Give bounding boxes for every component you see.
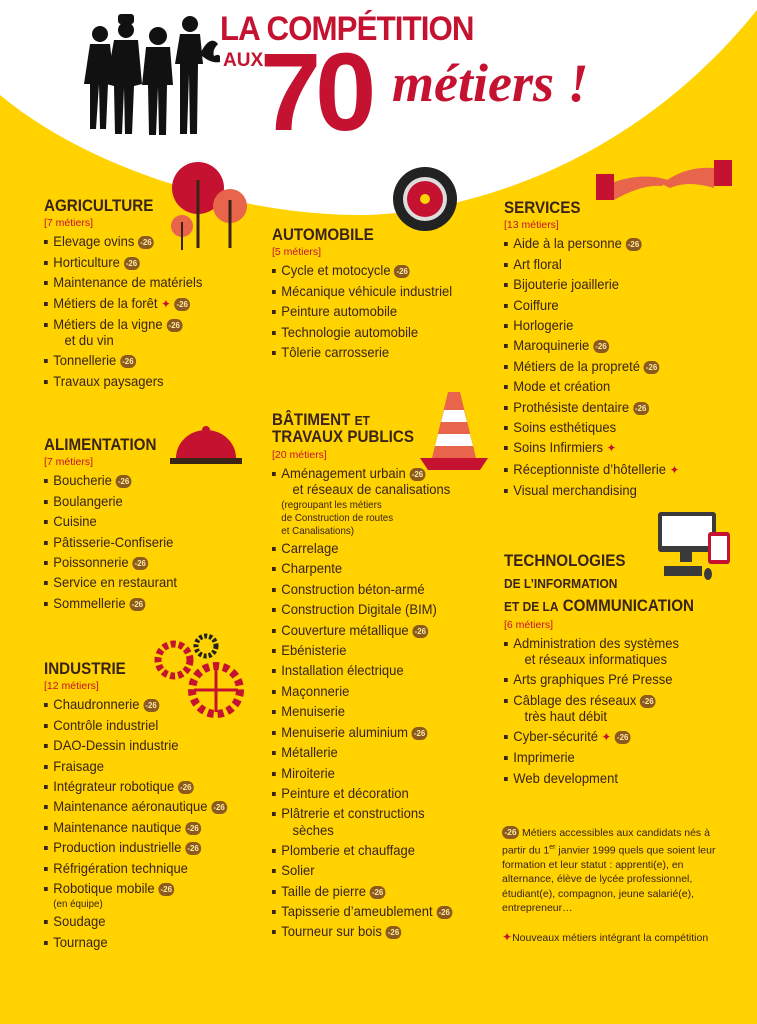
job-list bbox=[504, 233, 692, 500]
job-label: Métiers de la propreté bbox=[513, 357, 640, 374]
job-list bbox=[272, 260, 466, 362]
section-title-part: TECHNOLOGIES bbox=[504, 552, 626, 570]
section-title bbox=[504, 550, 694, 617]
age-badge: -26 bbox=[158, 883, 174, 896]
section-count: [7 métiers] bbox=[44, 217, 94, 230]
job-label: Peinture et décoration bbox=[281, 784, 409, 801]
job-item bbox=[44, 470, 177, 490]
job-item bbox=[44, 911, 227, 931]
job-label: Imprimerie bbox=[513, 749, 575, 766]
job-item bbox=[504, 437, 679, 458]
job-item bbox=[504, 747, 696, 767]
job-label: Construction béton-armé bbox=[281, 580, 425, 597]
handshake-icon bbox=[596, 156, 732, 204]
section-agriculture bbox=[44, 198, 214, 391]
job-label: Web development bbox=[513, 769, 619, 786]
section-tic bbox=[504, 550, 711, 788]
job-label: Tourneur sur bois bbox=[281, 923, 382, 940]
section-count: [6 métiers] bbox=[504, 618, 554, 631]
job-item bbox=[504, 335, 679, 355]
job-label: Plomberie et chauffage bbox=[281, 841, 415, 858]
job-label: Bijouterie joaillerie bbox=[513, 276, 619, 293]
job-label: Intégrateur robotique bbox=[53, 777, 175, 794]
job-item bbox=[44, 694, 227, 714]
job-label: Charpente bbox=[281, 560, 343, 577]
job-label: Cyber-sécurité bbox=[513, 728, 598, 745]
job-item bbox=[44, 532, 177, 552]
job-label: Soins esthétiques bbox=[513, 418, 617, 435]
job-label: Maintenance de matériels bbox=[53, 274, 203, 291]
age-badge: -26 bbox=[436, 906, 452, 919]
job-label: Cycle et motocycle bbox=[281, 262, 391, 279]
age-badge: -26 bbox=[410, 468, 426, 481]
job-item bbox=[272, 599, 452, 619]
job-item bbox=[272, 803, 452, 837]
job-item bbox=[504, 726, 696, 747]
legend-text: janvier 1999 quels que soient leur formation et leur statut : apprenti(e), en alternance, élève de lycée professionnel, étudiant(e), compagnon, jeune salarié(e), entrepreneur… bbox=[502, 844, 716, 914]
job-label: Maintenance aéronautique bbox=[53, 798, 208, 815]
job-label: Soins Infirmiers bbox=[513, 439, 604, 456]
job-label-line2: et réseaux de canalisations bbox=[292, 481, 451, 498]
age-badge: -26 bbox=[132, 557, 148, 570]
job-item bbox=[504, 356, 679, 376]
job-item bbox=[504, 768, 696, 788]
section-title-part: COMMUNICATION bbox=[562, 596, 694, 615]
legend-sup: er bbox=[549, 843, 556, 851]
new-job-star-icon: ✦ bbox=[601, 730, 612, 745]
section-title: SERVICES bbox=[504, 199, 581, 217]
job-label: Elevage ovins bbox=[53, 233, 135, 250]
job-note: (en équipe) bbox=[53, 898, 103, 911]
job-item bbox=[272, 281, 452, 301]
job-label-line2: très haut débit bbox=[524, 708, 607, 725]
professionals-silhouette-icon bbox=[78, 14, 220, 150]
job-item bbox=[272, 681, 452, 701]
job-label: Maçonnerie bbox=[281, 682, 350, 699]
job-item bbox=[44, 837, 227, 857]
section-title: ALIMENTATION bbox=[44, 436, 157, 454]
job-label: Horticulture bbox=[53, 253, 120, 270]
job-label: Réceptionniste d’hôtellerie bbox=[513, 460, 667, 477]
age-badge: -26 bbox=[211, 801, 227, 814]
section-title-part: ET bbox=[354, 413, 370, 428]
job-label: Art floral bbox=[513, 255, 562, 272]
age-badge: -26 bbox=[124, 257, 140, 270]
job-label: Administration des systèmes bbox=[513, 634, 680, 651]
job-item bbox=[504, 376, 679, 396]
section-title-part: TRAVAUX PUBLICS bbox=[272, 428, 414, 447]
job-label: Câblage des réseaux bbox=[513, 691, 637, 708]
job-label: Robotique mobile bbox=[53, 879, 155, 896]
job-label: Cuisine bbox=[53, 513, 97, 530]
job-item bbox=[44, 350, 202, 370]
section-count: [20 métiers] bbox=[272, 448, 327, 461]
job-label: Métallerie bbox=[281, 744, 338, 761]
job-label: Tôlerie carrosserie bbox=[281, 343, 390, 360]
new-job-star-icon: ✦ bbox=[669, 462, 680, 477]
job-label: Soudage bbox=[53, 913, 106, 930]
section-services bbox=[504, 200, 692, 501]
age-badge: -26 bbox=[143, 699, 159, 712]
age-badge: -26 bbox=[185, 822, 201, 835]
job-label: Travaux paysagers bbox=[53, 372, 164, 389]
job-item bbox=[272, 463, 452, 538]
job-item bbox=[44, 314, 202, 348]
job-label: Tournage bbox=[53, 933, 108, 950]
job-label: Installation électrique bbox=[281, 662, 404, 679]
job-item bbox=[504, 690, 696, 724]
job-label: Solier bbox=[281, 862, 315, 879]
job-label: Fraisage bbox=[53, 757, 104, 774]
job-list bbox=[44, 694, 241, 952]
age-badge: -26 bbox=[640, 695, 656, 708]
job-label: Visual merchandising bbox=[513, 482, 637, 499]
job-list bbox=[504, 633, 711, 788]
job-item bbox=[272, 840, 452, 860]
job-label: Production industrielle bbox=[53, 839, 182, 856]
job-label: Arts graphiques Pré Presse bbox=[513, 671, 673, 688]
job-label: Poissonnerie bbox=[53, 553, 129, 570]
job-item bbox=[272, 342, 452, 362]
section-batiment bbox=[272, 412, 466, 942]
legend-badge-note bbox=[502, 826, 722, 916]
job-item bbox=[44, 511, 177, 531]
job-label-line2: sèches bbox=[292, 821, 334, 838]
job-label: Maroquinerie bbox=[513, 337, 590, 354]
job-item bbox=[504, 633, 696, 667]
age-badge: -26 bbox=[626, 238, 642, 251]
job-item bbox=[504, 669, 696, 689]
job-label: Taille de pierre bbox=[281, 882, 366, 899]
title-aux: AUX bbox=[223, 50, 264, 71]
job-label: Service en restaurant bbox=[53, 574, 178, 591]
age-badge: -26 bbox=[138, 236, 154, 249]
job-label: Menuiserie aluminium bbox=[281, 723, 408, 740]
job-item bbox=[44, 796, 227, 816]
age-badge: -26 bbox=[593, 340, 609, 353]
job-label: Pâtisserie-Confiserie bbox=[53, 533, 174, 550]
section-title: INDUSTRIE bbox=[44, 660, 126, 678]
job-note: de Construction de routes bbox=[281, 512, 394, 525]
job-item bbox=[44, 878, 227, 911]
job-label: Coiffure bbox=[513, 296, 559, 313]
job-item bbox=[272, 722, 452, 742]
job-label: Métiers de la vigne bbox=[53, 315, 163, 332]
age-badge: -26 bbox=[615, 731, 631, 744]
new-job-star-icon: ✦ bbox=[502, 929, 513, 944]
job-label: Sommellerie bbox=[53, 594, 126, 611]
job-item bbox=[504, 459, 679, 480]
job-item bbox=[504, 254, 679, 274]
section-automobile bbox=[272, 227, 466, 362]
job-label: Chaudronnerie bbox=[53, 696, 140, 713]
job-item bbox=[44, 715, 227, 735]
age-badge: -26 bbox=[185, 842, 201, 855]
job-item bbox=[44, 756, 227, 776]
section-alimentation bbox=[44, 437, 187, 613]
job-label: Métiers de la forêt bbox=[53, 294, 158, 311]
job-list bbox=[272, 463, 466, 942]
age-badge: -26 bbox=[412, 625, 428, 638]
job-label: Horlogerie bbox=[513, 316, 574, 333]
job-item bbox=[272, 742, 452, 762]
job-label: Maintenance nautique bbox=[53, 818, 182, 835]
job-label-line2: et du vin bbox=[64, 332, 114, 349]
job-item bbox=[272, 538, 452, 558]
job-item bbox=[272, 783, 452, 803]
job-label: Mécanique véhicule industriel bbox=[281, 282, 453, 299]
section-title-part: BÂTIMENT bbox=[272, 411, 351, 429]
job-label: Tapisserie d’ameublement bbox=[281, 902, 433, 919]
job-label: Carrelage bbox=[281, 540, 339, 557]
title-line1: LA COMPÉTITION bbox=[220, 10, 474, 48]
job-item bbox=[272, 620, 452, 640]
job-item bbox=[272, 301, 452, 321]
job-label: Prothésiste dentaire bbox=[513, 398, 630, 415]
job-item bbox=[272, 579, 452, 599]
legend bbox=[502, 826, 722, 945]
job-item bbox=[44, 293, 202, 314]
job-note: (regroupant les métiers bbox=[281, 499, 382, 512]
job-label: Plâtrerie et constructions bbox=[281, 805, 425, 822]
job-item bbox=[44, 231, 202, 251]
job-label: Technologie automobile bbox=[281, 323, 419, 340]
job-item bbox=[272, 701, 452, 721]
job-list bbox=[44, 470, 187, 613]
job-label: Peinture automobile bbox=[281, 303, 398, 320]
job-label: Menuiserie bbox=[281, 703, 345, 720]
new-job-star-icon: ✦ bbox=[606, 441, 617, 456]
section-count: [13 métiers] bbox=[504, 219, 559, 232]
job-item bbox=[44, 572, 177, 592]
job-item bbox=[272, 640, 452, 660]
job-item bbox=[504, 397, 679, 417]
job-label-line2: et réseaux informatiques bbox=[524, 651, 668, 668]
job-label: Aménagement urbain bbox=[281, 464, 406, 481]
job-item bbox=[44, 272, 202, 292]
section-title-part: DE L’INFORMATION bbox=[504, 576, 618, 592]
section-title-part: ET DE LA bbox=[504, 598, 559, 614]
job-item bbox=[272, 322, 452, 342]
job-item bbox=[44, 371, 202, 391]
job-label: Mode et création bbox=[513, 378, 611, 395]
age-badge: -26 bbox=[502, 826, 519, 839]
age-badge: -26 bbox=[394, 265, 410, 278]
section-count: [7 métiers] bbox=[44, 456, 94, 469]
job-item bbox=[44, 817, 227, 837]
legend-text: Nouveaux métiers intégrant la compétition bbox=[512, 931, 709, 944]
age-badge: -26 bbox=[129, 598, 145, 611]
job-label: Miroiterie bbox=[281, 764, 335, 781]
age-badge: -26 bbox=[633, 402, 649, 415]
title-number: 70 bbox=[260, 31, 371, 154]
job-item bbox=[272, 881, 452, 901]
section-title: AUTOMOBILE bbox=[272, 226, 374, 244]
new-job-star-icon: ✦ bbox=[161, 296, 171, 311]
job-item bbox=[44, 776, 227, 796]
job-item bbox=[504, 233, 679, 253]
title-metiers: métiers ! bbox=[392, 53, 589, 113]
age-badge: -26 bbox=[386, 926, 402, 939]
job-label: DAO-Dessin industrie bbox=[53, 737, 179, 754]
job-item bbox=[504, 274, 679, 294]
job-label: Aide à la personne bbox=[513, 235, 622, 252]
age-badge: -26 bbox=[370, 886, 386, 899]
section-count: [5 métiers] bbox=[272, 246, 322, 259]
job-item bbox=[44, 593, 177, 613]
job-label: Boulangerie bbox=[53, 492, 123, 509]
job-item bbox=[272, 660, 452, 680]
wheel-icon bbox=[392, 166, 458, 232]
section-count: [12 métiers] bbox=[44, 680, 99, 693]
job-item bbox=[44, 858, 227, 878]
job-item bbox=[272, 763, 452, 783]
job-item bbox=[44, 552, 177, 572]
job-item bbox=[272, 558, 452, 578]
job-item bbox=[44, 735, 227, 755]
job-item bbox=[272, 921, 452, 941]
job-label: Construction Digitale (BIM) bbox=[281, 601, 437, 618]
legend-text: Métiers accessibles aux candidats nés à partir du 1 bbox=[502, 827, 710, 856]
job-item bbox=[504, 295, 679, 315]
job-item bbox=[504, 315, 679, 335]
section-title bbox=[272, 412, 450, 447]
job-item bbox=[44, 932, 227, 952]
job-item bbox=[272, 901, 452, 921]
age-badge: -26 bbox=[644, 361, 660, 374]
job-label: Tonnellerie bbox=[53, 352, 117, 369]
job-note: et Canalisations) bbox=[281, 525, 355, 538]
job-list bbox=[44, 231, 214, 391]
age-badge: -26 bbox=[120, 355, 136, 368]
age-badge: -26 bbox=[412, 727, 428, 740]
job-item bbox=[272, 260, 452, 280]
job-label: Boucherie bbox=[53, 472, 112, 489]
age-badge: -26 bbox=[166, 319, 182, 332]
job-item bbox=[44, 252, 202, 272]
job-item bbox=[272, 860, 452, 880]
job-label: Couverture métallique bbox=[281, 621, 409, 638]
age-badge: -26 bbox=[178, 781, 194, 794]
job-item bbox=[504, 480, 679, 500]
section-title: AGRICULTURE bbox=[44, 197, 154, 215]
section-industrie bbox=[44, 661, 241, 952]
job-label: Contrôle industriel bbox=[53, 716, 159, 733]
age-badge: -26 bbox=[174, 298, 190, 311]
job-item bbox=[44, 491, 177, 511]
job-label: Réfrigération technique bbox=[53, 859, 188, 876]
job-label: Ebénisterie bbox=[281, 642, 347, 659]
job-item bbox=[504, 417, 679, 437]
age-badge: -26 bbox=[116, 475, 132, 488]
legend-star-note bbox=[502, 930, 722, 946]
